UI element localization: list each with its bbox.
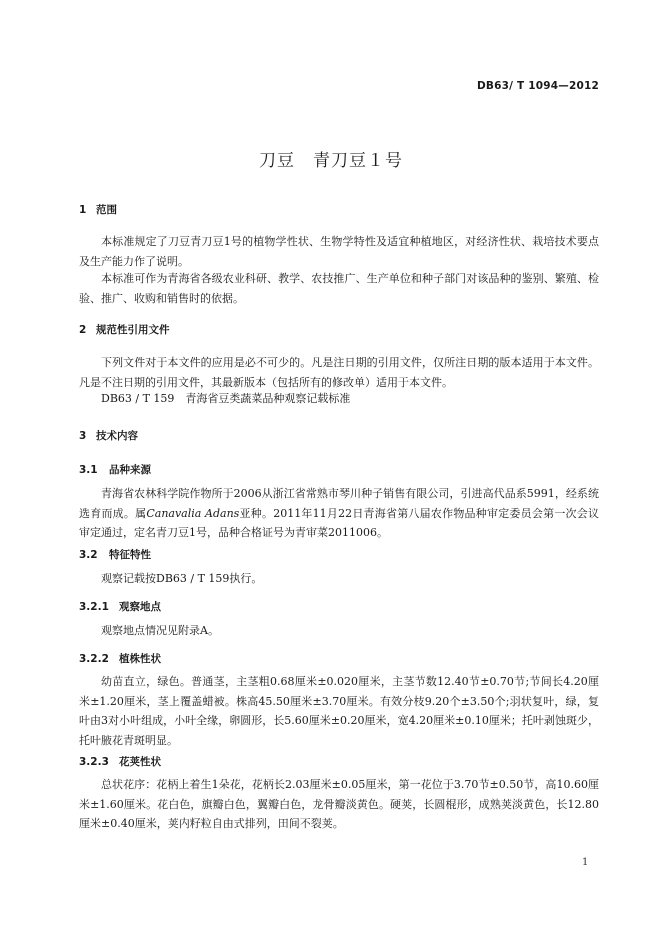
section-number: 3.1 (79, 464, 98, 476)
section-title: 技术内容 (96, 430, 138, 442)
section-1-paragraph-2: 本标准可作为青海省各级农业科研、教学、农技推广、生产单位和种子部门对该品种的鉴别、繁殖、检验、推广、收购和销售时的依据。 (79, 272, 599, 305)
section-2-paragraph: 下列文件对于本文件的应用是必不可少的。凡是注日期的引用文件，仅所注日期的版本适用于本文件。凡是不注日期的引用文件，其最新版本（包括所有的修改单）适用于本文件。 (79, 356, 599, 389)
section-number: 3 (79, 430, 87, 442)
section-3-2-heading (79, 547, 151, 562)
section-title: 花荚性状 (119, 756, 161, 768)
normative-reference: DB63 / T 159 青海省豆类蔬菜品种观察记载标准 (101, 392, 351, 405)
section-1-heading (79, 202, 117, 217)
standard-number: DB63/ T 1094—2012 (477, 80, 599, 92)
section-3-heading (79, 428, 138, 443)
section-title: 特征特性 (109, 549, 151, 561)
latin-name: Canavalia Adans (146, 506, 240, 520)
variety-source-text-2: 亚种。2011年11月22日青海省第八届农作物品种审定委员会第一次会议审定通过，定名青刀豆1号，品种合格证号为青审菜2011006。 (79, 506, 599, 539)
section-number: 2 (79, 324, 87, 336)
section-3-2-3-heading (79, 754, 161, 769)
section-3-2-1-heading (79, 599, 161, 614)
section-number: 1 (79, 204, 87, 216)
section-title: 观察地点 (119, 601, 161, 613)
section-title: 规范性引用文件 (96, 324, 170, 336)
plant-traits-paragraph: 幼苗直立，绿色。普通茎，主茎粗0.68厘米±0.020厘米，主茎节数12.40节±0.70节;节间长4.20厘米±1.20厘米，茎上覆盖蜡被。株高45.50厘米±3.70厘米。有效分枝9.20个±3.50个;羽状复叶，绿，复叶由3对小叶组成，小叶全缘，卵圆形，长5.60厘米±0.20厘米，宽4.20厘米±0.10厘米；托叶剥蚀斑少，托叶腋花青斑明显。 (79, 675, 599, 747)
section-number: 3.2.2 (79, 653, 109, 665)
characteristics-paragraph: 观察记载按DB63 / T 159执行。 (101, 572, 263, 585)
section-number: 3.2.3 (79, 756, 109, 768)
section-title: 范围 (96, 204, 117, 216)
section-number: 3.2 (79, 549, 98, 561)
variety-source-paragraph (79, 484, 599, 543)
section-number: 3.2.1 (79, 601, 109, 613)
section-2-heading (79, 322, 170, 337)
section-title: 植株性状 (119, 653, 161, 665)
document-title: 刀豆 青刀豆１号 (259, 151, 403, 171)
section-title: 品种来源 (109, 464, 151, 476)
flower-pod-traits-paragraph: 总状花序：花柄上着生1朵花，花柄长2.03厘米±0.05厘米，第一花位于3.70节±0.50节，高10.60厘米±1.60厘米。花白色，旗瓣白色，翼瓣白色，龙骨瓣淡黄色。硬荚，长圆棍形，成熟荚淡黄色，长12.80厘米±0.40厘米，荚内籽粒自由式排列，田间不裂荚。 (79, 778, 599, 830)
section-1-paragraph-1: 本标准规定了刀豆青刀豆1号的植物学性状、生物学特性及适宜种植地区，对经济性状、栽培技术要点及生产能力作了说明。 (79, 235, 599, 268)
section-3-2-2-heading (79, 651, 161, 666)
variety-source-text-1: 青海省农林科学院作物所于2006从浙江省常熟市琴川种子销售有限公司，引进高代品系5991，经系统选育而成。属 (79, 487, 599, 520)
observation-site-paragraph: 观察地点情况见附录A。 (101, 624, 219, 637)
page-number: 1 (582, 857, 589, 868)
section-3-1-heading (79, 462, 151, 477)
